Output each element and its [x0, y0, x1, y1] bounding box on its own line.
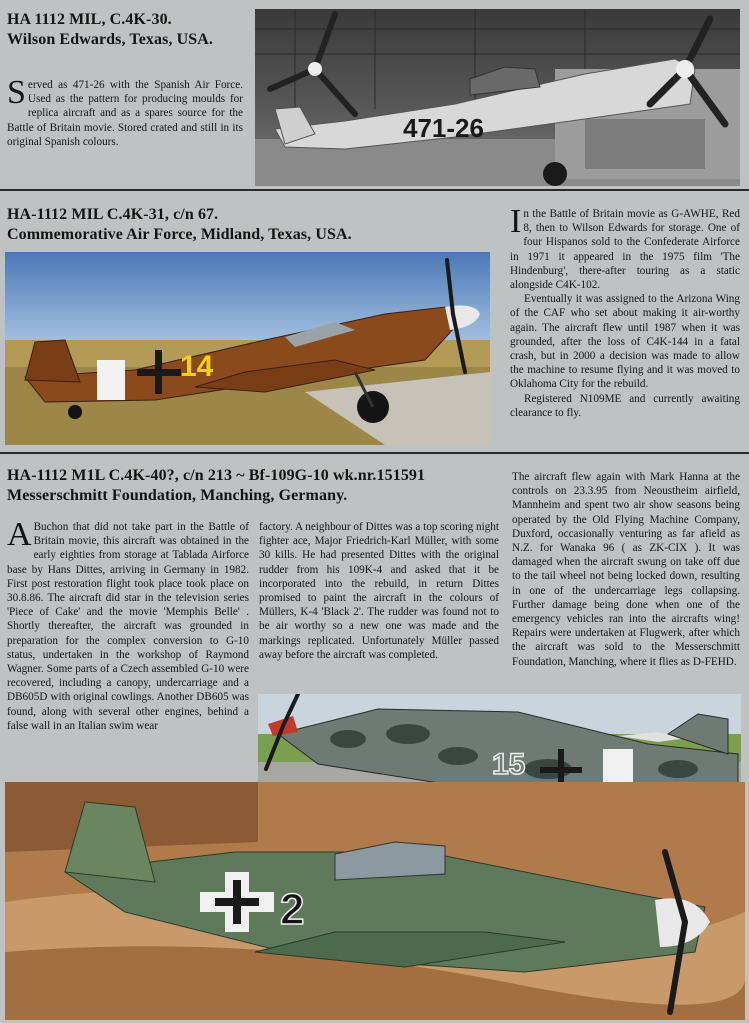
section2-paragraph-3: Registered N109ME and currently awaiting clearance to fly.	[510, 392, 740, 419]
section3-title-line1: HA-1112 M1L C.4K-40?, c/n 213 ~ Bf-109G-10 wk.nr.151591	[7, 467, 426, 484]
section1-photo-marking: 471-26	[403, 113, 484, 143]
section3-column-2: factory. A neighbour of Dittes was a top scoring night fighter ace, Major Friedrich-Karl Müller, with some 30 kills. He had presented Dittes with the original rudder from his 109K-4 and asked that it be incorporated into the rebuild, in return Dittes promised to paint the aircraft in the colours of Müllers, K-4 'Black 2'. The rudder was found not to be air worthy so a new one was made and the markings replicated. Unfortunately Müller passed away before the aircraft was completed.	[259, 521, 499, 661]
section-divider-1	[0, 189, 749, 191]
section1-title-line1: HA 1112 MIL, C.4K-30.	[7, 11, 172, 28]
color-aircraft-photo	[5, 252, 490, 445]
section2-photo-marking: 14	[180, 350, 214, 383]
section2-text	[510, 203, 740, 420]
section2-photo	[5, 252, 490, 445]
section1-title	[7, 10, 252, 50]
section-divider-2	[0, 452, 749, 454]
section1-title-line2: Wilson Edwards, Texas, USA.	[7, 31, 214, 48]
section3-title	[7, 466, 507, 506]
bw-aircraft-photo	[255, 9, 740, 186]
section3-photo-b	[5, 782, 745, 1020]
section2-title-line2: Commemorative Air Force, Midland, Texas, USA.	[7, 226, 352, 243]
section3-column-1: ABuchon that did not take part in the Battle of Britain movie, this aircraft was obtained in the early eighties from storage at Tablada Airforce base by Hans Dittes, arriving in Germany in 1982. First post restoration flight took place took place on 30.8.86. The aircraft did star in the television series 'Piece of Cake' and the movie 'Memphis Belle' . Shortly thereafter, the aircraft was grounded in preparation for the complex conversion to G-10 status, undertaken in the workshop of Raymond Wagner. Some parts of a Czech assembled G-10 were recovered, including a canopy, undercarriage and a DB605D with original cowlings. Another DB605 was found, along with several other engines, behind a false wall in an Italian swim wear	[7, 516, 249, 732]
section1-body: Served as 471-26 with the Spanish Air Force. Used as the pattern for producing moulds for replica aircraft and as a spares source for the Battle of Britain movie. Stored crated and still in its original Spanish colours.	[7, 74, 243, 148]
section2-paragraph-1: In the Battle of Britain movie as G-AWHE, Red 8, then to Wilson Edwards for storage. One of four Hispanos sold to the Confederate Airforce in 1971 it appeared in the 1975 film 'The Hindenburg', there-after touring as a static alongside C4K-102.	[510, 203, 740, 292]
section2-title-line1: HA-1112 MIL C.4K-31, c/n 67.	[7, 206, 219, 223]
section3-photo-a-marking: 15	[492, 748, 526, 781]
section3-photo-b-marking: 2	[280, 885, 305, 934]
section2-paragraph-2: Eventually it was assigned to the Arizona Wing of the CAF who set about making it air-worthy again. The aircraft flew until 1987 when it was grounded, after the loss of C4K-144 in a fatal crash, but in 2000 a decision was made to allow the machine to resume flying and it was moved to Oklahoma City for the rebuild.	[510, 293, 740, 391]
section1-photo	[255, 9, 740, 186]
section3-column-3: The aircraft flew again with Mark Hanna at the controls on 23.3.95 from Neoustheim airfield, Mannheim and spent two air show seasons being operated by the Old Flying Machine Company, Duxford, occasionally venturing as far afield as N.Z. for Wanaka 96 ( as ZK-CIX ). It was damaged when the aircraft swung on take off due to the tail wheel not being locked down, resulting in one of the undercarriage legs collapsing. Further damage being done when one of the emergency vehicles ran into the aircrafts wing! Repairs were undertaken at Flugwerk, after which the aircraft was sold to the Messerschmitt Foundation, Manching, where it flies as D-FEHD.	[512, 471, 740, 668]
section3-title-line2: Messerschmitt Foundation, Manching, Germany.	[7, 487, 348, 504]
section2-title	[7, 205, 497, 245]
airborne-aircraft-photo	[5, 782, 745, 1020]
